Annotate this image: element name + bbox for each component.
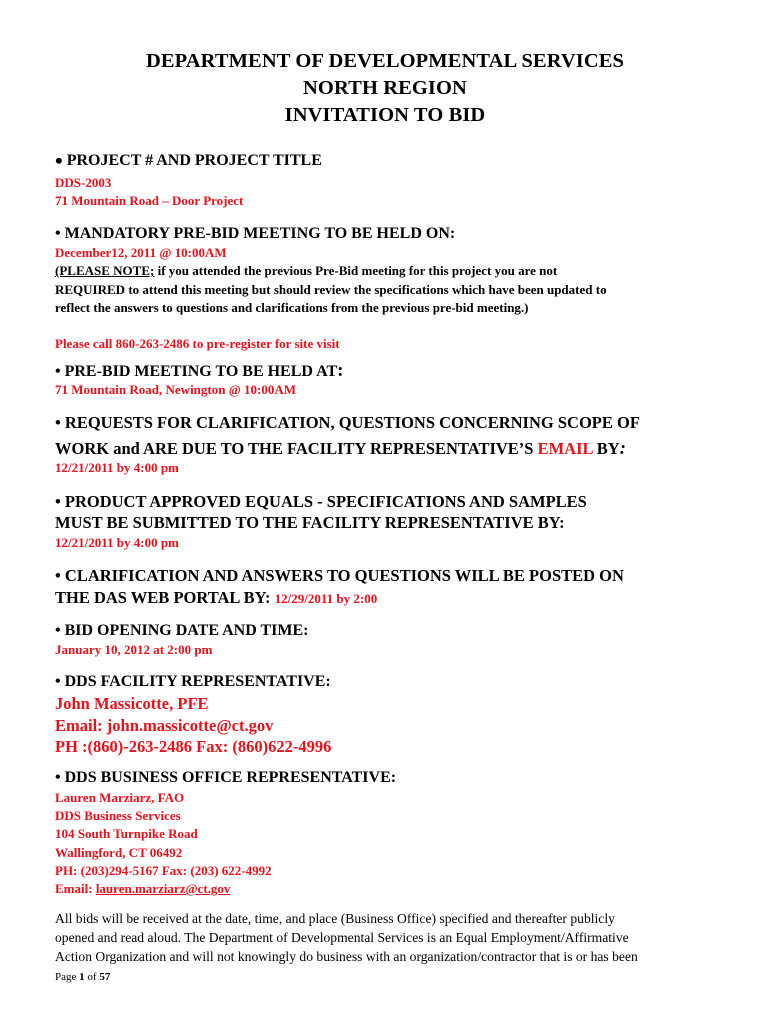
mandatory-meeting-heading: • MANDATORY PRE-BID MEETING TO BE HELD ON: <box>55 225 456 242</box>
email-emphasis: EMAIL <box>537 439 593 458</box>
invitation-title: INVITATION TO BID <box>284 104 486 126</box>
clarification-heading-line1: • REQUESTS FOR CLARIFICATION, QUESTIONS CONCERNING SCOPE OF <box>55 413 640 432</box>
meeting-location: 71 Mountain Road, Newington @ 10:00AM <box>55 382 297 397</box>
business-rep-street: 104 South Turnpike Road <box>55 826 198 841</box>
page-total: 57 <box>99 971 111 983</box>
project-heading <box>55 148 322 173</box>
facility-rep-email: Email: john.massicotte@ct.gov <box>55 716 274 735</box>
meeting-location-heading: • PRE-BID MEETING TO BE HELD AT: <box>55 360 344 381</box>
region-title: NORTH REGION <box>303 77 467 99</box>
approved-equals-line1: • PRODUCT APPROVED EQUALS - SPECIFICATIONS AND SAMPLES <box>55 492 587 511</box>
business-rep-email-line: Email: lauren.marziarz@ct.gov <box>55 881 231 896</box>
department-title: DEPARTMENT OF DEVELOPMENTAL SERVICES <box>145 50 625 72</box>
clarification-due-date: 12/21/2011 by 4:00 pm <box>55 460 179 475</box>
project-number: DDS-2003 <box>55 175 112 190</box>
business-rep-heading: • DDS BUSINESS OFFICE REPRESENTATIVE: <box>55 769 397 786</box>
body-text-line2: opened and read aloud. The Department of Developmental Services is an Equal Employment/Affirmative <box>55 930 629 945</box>
body-text-line1: All bids will be received at the date, time, and place (Business Office) specified and thereafter publicly <box>55 911 615 926</box>
business-rep-city: Wallingford, CT 06492 <box>55 845 183 860</box>
business-rep-phone: PH: (203)294-5167 Fax: (203) 622-4992 <box>55 863 272 878</box>
answers-posted-line2: THE DAS WEB PORTAL BY: 12/29/2011 by 2:00 <box>55 588 378 607</box>
business-rep-office: DDS Business Services <box>55 808 181 823</box>
approved-equals-line2: MUST BE SUBMITTED TO THE FACILITY REPRESENTATIVE BY: <box>55 513 565 532</box>
project-title: 71 Mountain Road – Door Project <box>55 193 244 208</box>
facility-rep-name: John Massicotte, PFE <box>55 694 209 713</box>
page-number: 1 <box>79 971 85 983</box>
business-rep-name: Lauren Marziarz, FAO <box>55 790 185 805</box>
please-note-label: (PLEASE NOTE; <box>55 263 155 278</box>
project-heading-label: PROJECT # AND PROJECT TITLE <box>66 152 322 169</box>
meeting-note-line3: reflect the answers to questions and clarifications from the previous pre-bid meeting.) <box>55 300 529 315</box>
business-rep-email-link[interactable]: lauren.marziarz@ct.gov <box>95 881 231 896</box>
meeting-note-line2: REQUIRED to attend this meeting but should review the specifications which have been updated to <box>55 282 607 297</box>
body-text-line3: Action Organization and will not knowingly do business with an organization/contractor that is or has been <box>55 949 638 964</box>
answers-posted-date: 12/29/2011 by 2:00 <box>274 591 378 606</box>
facility-rep-heading: • DDS FACILITY REPRESENTATIVE: <box>55 673 331 690</box>
bid-opening-date: January 10, 2012 at 2:00 pm <box>55 642 213 657</box>
page-footer: Page 1 of 57 <box>55 971 111 983</box>
mandatory-meeting-date: December12, 2011 @ 10:00AM <box>55 245 227 260</box>
bid-opening-heading: • BID OPENING DATE AND TIME: <box>55 622 309 639</box>
approved-equals-date: 12/21/2011 by 4:00 pm <box>55 535 179 550</box>
facility-rep-phone: PH :(860)-263-2486 Fax: (860)622-4996 <box>55 737 332 756</box>
answers-posted-line1: • CLARIFICATION AND ANSWERS TO QUESTIONS WILL BE POSTED ON <box>55 566 624 585</box>
preregister-call: Please call 860-263-2486 to pre-register for site visit <box>55 336 340 351</box>
bullet: • <box>55 148 63 173</box>
clarification-heading-line2: WORK and ARE DUE TO THE FACILITY REPRESENTATIVE’S EMAIL BY: <box>55 438 626 459</box>
meeting-note-line1: (PLEASE NOTE; if you attended the previous Pre-Bid meeting for this project you are not <box>55 263 558 278</box>
